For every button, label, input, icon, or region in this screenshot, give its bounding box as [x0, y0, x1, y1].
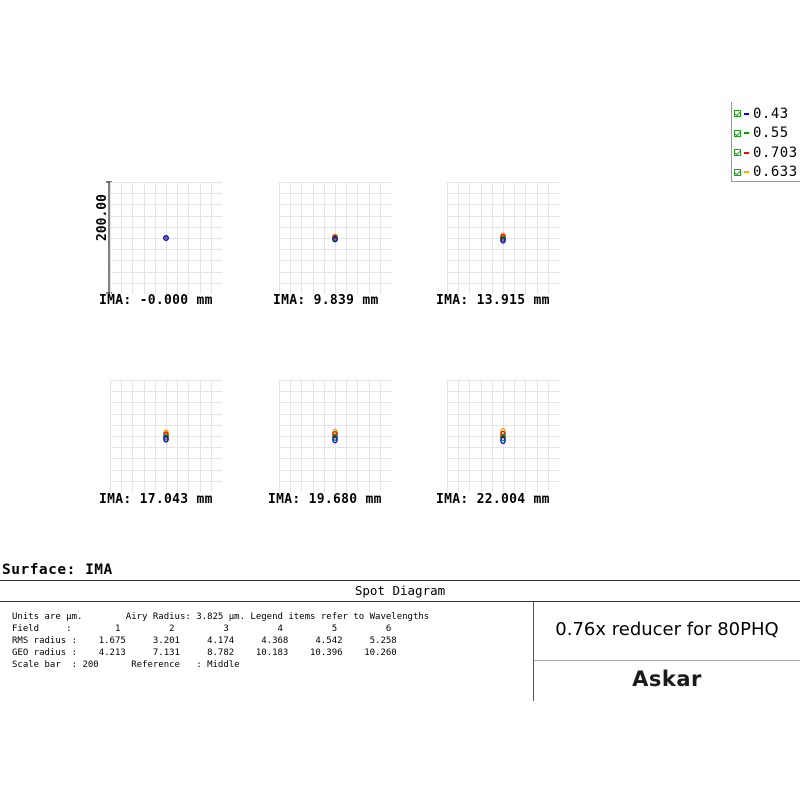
legend-swatch: [744, 171, 749, 173]
spot-grid: [447, 380, 559, 492]
horizontal-divider: [534, 660, 800, 661]
spot-center: [165, 237, 167, 239]
legend-label: 0.703: [753, 144, 798, 161]
panel-label: IMA: 19.680 mm: [268, 492, 382, 507]
info-box: [0, 580, 800, 700]
panel-label: IMA: 17.043 mm: [99, 492, 213, 507]
brand-logo: Askar: [632, 667, 702, 691]
stats-line: GEO radius : 4.213 7.131 8.782 10.183 10.396 10.260: [12, 648, 397, 658]
spot-grid: [279, 182, 391, 294]
stats-block: [12, 611, 532, 671]
panel-label: IMA: 13.915 mm: [436, 293, 550, 308]
spot-grid: [110, 380, 222, 492]
spot-panel-4: [110, 380, 222, 492]
legend-item[interactable]: [732, 104, 800, 124]
legend-swatch: [744, 132, 749, 134]
stats-line: Scale bar : 200 Reference : Middle: [12, 660, 240, 670]
legend-swatch: [744, 113, 749, 115]
spot-panel-2: [279, 182, 391, 294]
checkbox-checked-icon[interactable]: [734, 130, 741, 137]
legend-swatch: [744, 152, 749, 154]
checkbox-checked-icon[interactable]: [734, 169, 741, 176]
scale-bar-label: 200.00: [95, 194, 110, 241]
panel-label: IMA: -0.000 mm: [99, 293, 213, 308]
spot-panel-6: [447, 380, 559, 492]
spot-grid: [279, 380, 391, 492]
spot-center: [502, 435, 504, 437]
spot-center: [165, 435, 167, 437]
stats-line: RMS radius : 1.675 3.201 4.174 4.368 4.542 5.258: [12, 636, 397, 646]
checkbox-checked-icon[interactable]: [734, 149, 741, 156]
spot-center: [334, 435, 336, 437]
legend-item[interactable]: [732, 163, 800, 183]
spot-grid: [447, 182, 559, 294]
legend-label: 0.633: [753, 164, 798, 181]
spot-grid: [110, 182, 222, 294]
surface-label: Surface: IMA: [2, 562, 113, 578]
checkbox-checked-icon[interactable]: [734, 110, 741, 117]
spot-panel-3: [447, 182, 559, 294]
legend-item[interactable]: [732, 124, 800, 144]
description: 0.76x reducer for 80PHQ: [555, 619, 779, 640]
panel-label: IMA: 22.004 mm: [436, 492, 550, 507]
spot-center: [502, 237, 504, 239]
stats-line: Units are µm. Airy Radius: 3.825 µm. Legend items refer to Wavelengths: [12, 612, 430, 622]
spot-panel-5: [279, 380, 391, 492]
wavelength-legend: [731, 102, 800, 182]
legend-label: 0.55: [753, 125, 789, 142]
stats-line: Field : 1 2 3 4 5 6: [12, 624, 392, 634]
legend-item[interactable]: [732, 143, 800, 163]
box-title: Spot Diagram: [0, 581, 800, 602]
panel-label: IMA: 9.839 mm: [273, 293, 379, 308]
spot-panel-1: [110, 182, 222, 294]
legend-label: 0.43: [753, 105, 789, 122]
spot-center: [334, 237, 336, 239]
